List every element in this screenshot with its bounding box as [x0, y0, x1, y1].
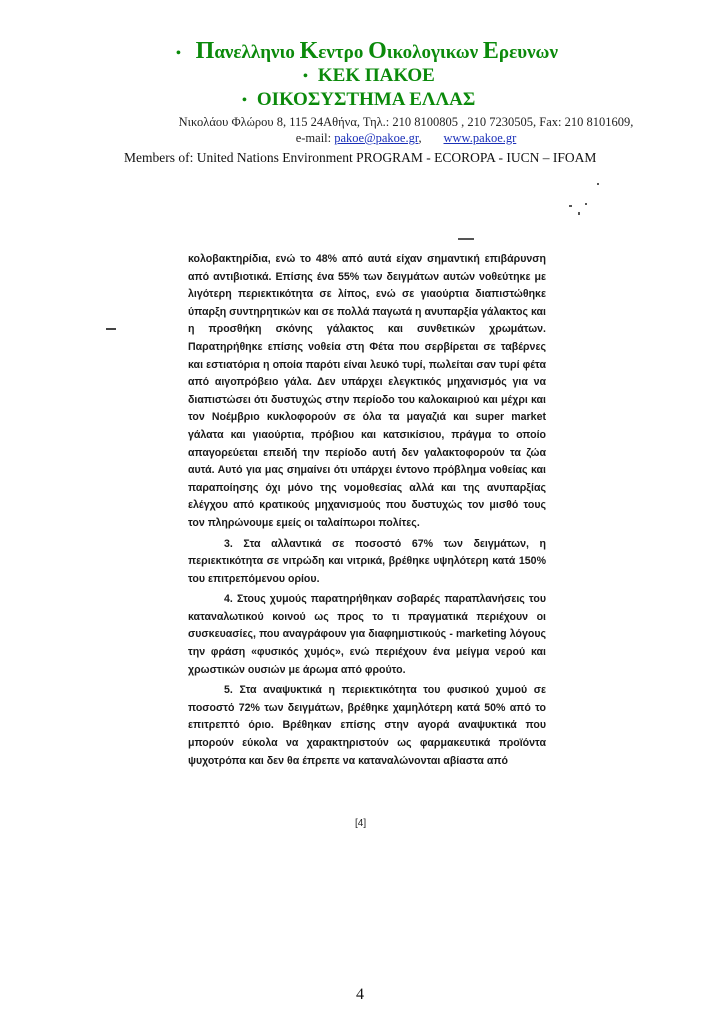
initial-letter: Ο: [368, 38, 387, 64]
bullet-icon: •: [242, 92, 247, 108]
scan-page-number: [4]: [355, 818, 367, 829]
bullet-icon: •: [176, 45, 181, 61]
initial-letter: Κ: [299, 38, 319, 64]
paragraph: 5. Στα αναψυκτικά η περιεκτικότητα του φυσικού χυμού σε ποσοστό 72% των δειγμάτων, βρέθηκε χαμηλότερη κατά 50% από το επιτρεπτό όριο. Βρέθηκαν επίσης στην αγορά αναψυκτικά που μπορούν εύκολα να χαρακτηριστούν ως φαρμακευτικά προϊόντα ψυχοτρόπα και δεν θα έπρεπε να καταναλώνονται αβίαστα από: [188, 684, 546, 767]
paragraph: κολοβακτηρίδια, ενώ το 48% από αυτά είχαν σημαντική επιβάρυνση από αντιβιοτικά. Επίσης ένα 55% των δειγμάτων αυτών νοθεύτηκε με λιγότερη περιεκτικότητα σε λίπος, ενώ σε γιαούρτια διαπιστώθηκε ύπαρξη συντηρητικών και σε πολλά παγωτά η ανυπαρξία γάλακτος και η προσθήκη σκόνης γάλακτος και συνθετικών χρωμάτων. Παρατηρήθηκε επίσης νοθεία στη Φέτα που σερβίρεται σε ταβέρνες και εστιατόρια η οποία παρότι είναι λευκό τυρί, πωλείται σαν τυρί φέτα από αιγοπρόβειο γάλα. Δεν υπάρχει ελεγκτικός μηχανισμός για να διαπιστώσει ότι δυστυχώς στην περίοδο του καλοκαιριού και μέχρι και τον Νοέμβριο κυκλοφορούν σε όλα τα μαγαζιά και super market γάλατα και γιαούρτια, πρόβιου και κατσικίσιου, πράγμα το οποίο απαγορεύεται επειδή την περίοδο αυτή δεν γαλακτοφορούν τα ζώα αυτά. Αυτό για μας σημαίνει ότι υπάρχει έντονο πρόβλημα νοθείας και παραποίησης όχι μόνο της νομοθεσίας αλλά και της ανυπαρξίας ελέγχου από κρατικούς μηχανισμούς που δυστυχώς τον μισθό τους τον πληρώνουμε εμείς οι ταλαίπωροι πολίτες.: [188, 253, 546, 529]
ecosystem-label: ΟΙΚΟΣΥΣΤΗΜΑ ΕΛΛΑΣ: [256, 89, 476, 110]
email-line: e-mail: pakoe@pakoe.gr, www.pakoe.gr: [295, 131, 517, 145]
email-label: e-mail:: [295, 131, 332, 145]
address-line: Νικολάου Φλώρου 8, 115 24Αθήνα, Τηλ.: 210 8100805 , 210 7230505, Fax: 210 8101609,: [178, 115, 634, 129]
website-link[interactable]: www.pakoe.gr: [443, 131, 517, 145]
initial-letter: Ε: [482, 38, 499, 64]
word-rest: ανελληνιο: [214, 42, 300, 63]
word-rest: ικολογικων: [386, 42, 483, 63]
page-number: 4: [356, 986, 364, 1003]
organization-name: [176, 38, 558, 65]
word-rest: ρευνων: [498, 42, 558, 63]
kek-label: ΚΕΚ ΠΑΚΟΕ: [317, 65, 435, 86]
members-line: Members of: United Nations Environment PROGRAM - ECOROPA - IUCN – IFOAM: [124, 150, 597, 165]
ecosystem-name: [242, 89, 475, 111]
scan-speck: [458, 238, 474, 240]
scan-speck: [569, 205, 572, 207]
bullet-icon: •: [303, 68, 308, 84]
initial-letter: Π: [195, 38, 215, 64]
word-rest: εντρο: [318, 42, 369, 63]
scanned-text-block: [188, 251, 546, 770]
scan-speck: [597, 183, 599, 185]
paragraph: 4. Στους χυμούς παρατηρήθηκαν σοβαρές παραπλανήσεις του καταναλωτικού κοινού ως προς το τι πραγματικά περιέχουν οι συσκευασίες, που αναγράφουν για διαφημιστικούς - marketing λόγους την φράση «φυσικός χυμός», ενώ περιέχουν ένα μείγμα νερού και χρωστικών ουσιών με άρωμα από φρούτο.: [188, 593, 546, 676]
scan-speck: [585, 203, 587, 205]
scan-speck: [578, 212, 580, 215]
contact-info: [146, 114, 666, 146]
email-link[interactable]: pakoe@pakoe.gr: [334, 131, 419, 145]
paragraph: 3. Στα αλλαντικά σε ποσοστό 67% των δειγμάτων, η περιεκτικότητα σε νιτρώδη και νιτρικά, βρέθηκε υψηλότερη κατά 150% του επιτρεπόμενου ορίου.: [188, 537, 546, 585]
kek-name: [303, 65, 435, 87]
scan-mark: [106, 328, 116, 330]
